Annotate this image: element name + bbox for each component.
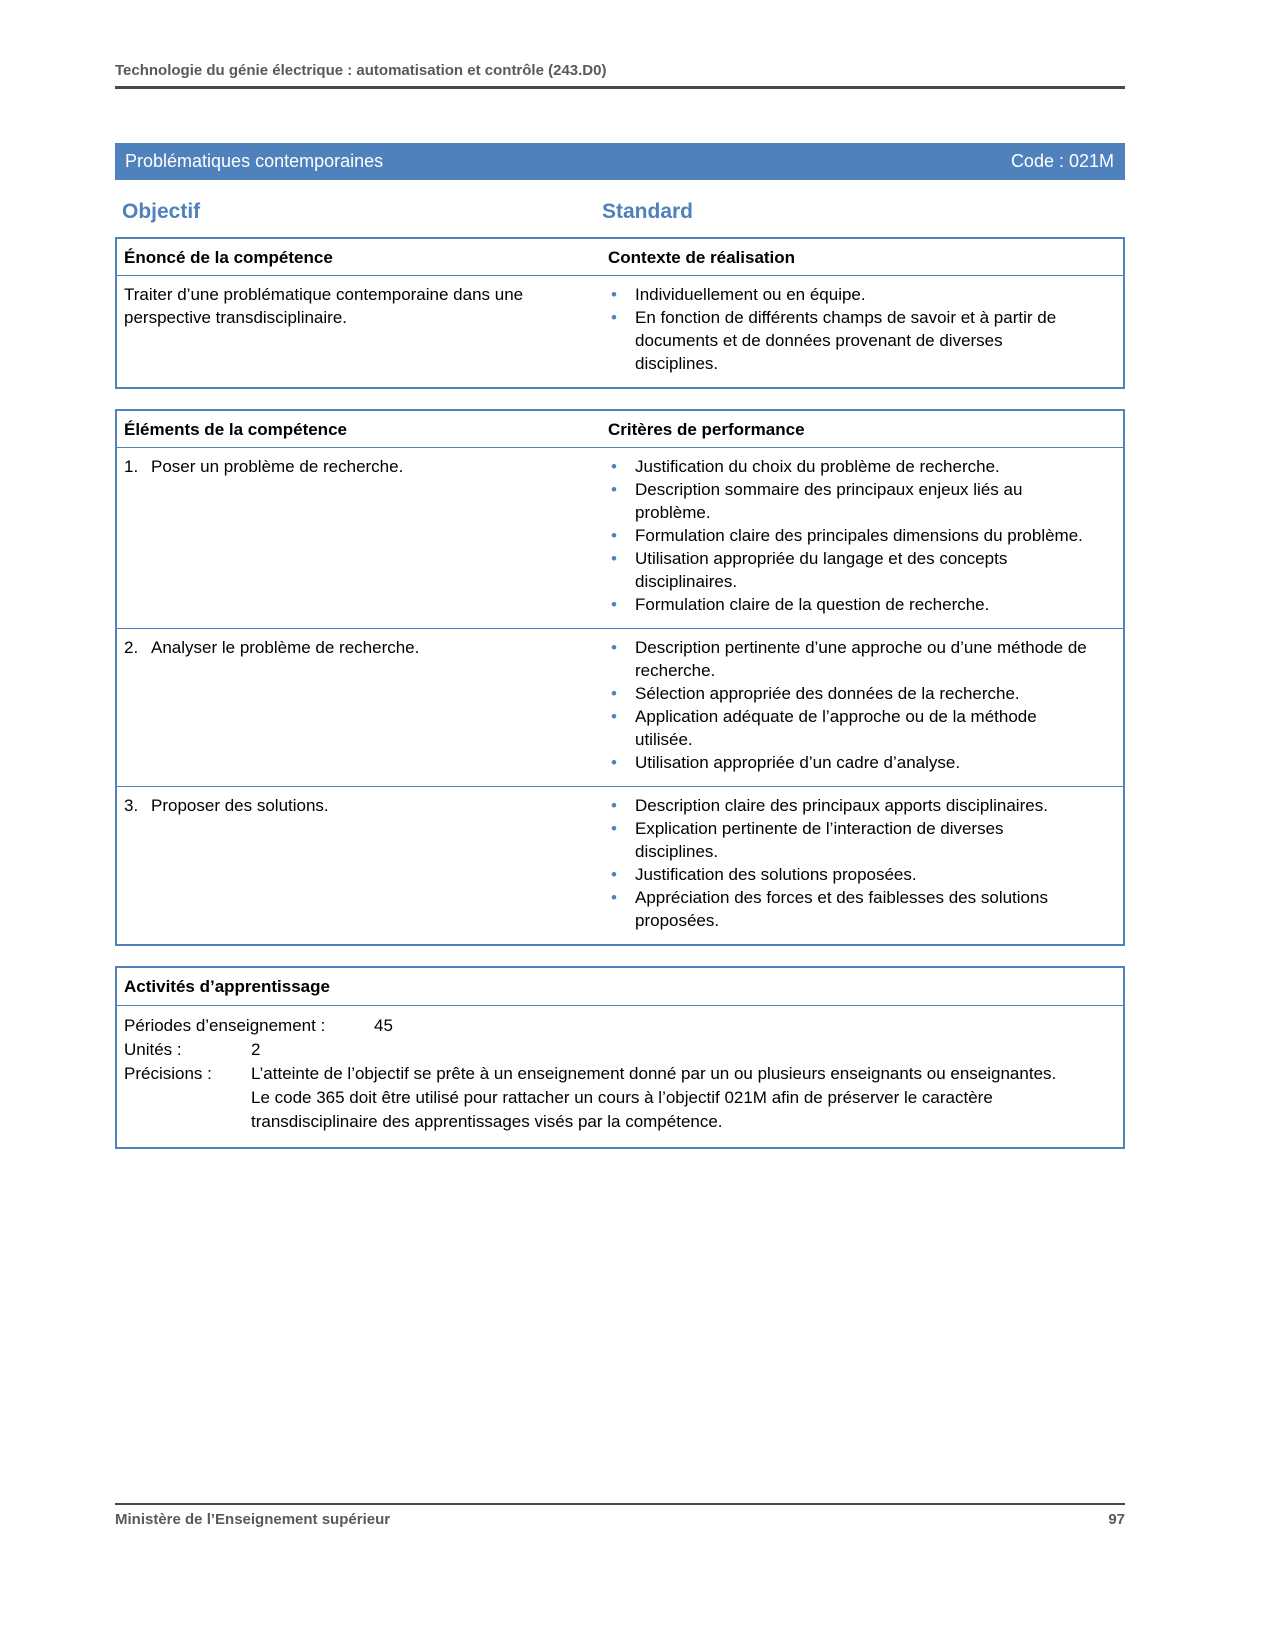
criterion-text: Utilisation appropriée d’un cadre d’analyse.	[635, 753, 961, 772]
precisions-label: Précisions :	[124, 1064, 212, 1083]
activities-header: Activités d’apprentissage	[117, 968, 1123, 1006]
criterion-item	[608, 794, 1090, 817]
criterion-text: Description claire des principaux apports disciplinaires.	[635, 796, 1048, 815]
running-footer	[115, 1503, 1125, 1528]
criterion-item	[608, 524, 1090, 547]
criterion-item	[608, 455, 1090, 478]
criterion-text: Formulation claire des principales dimensions du problème.	[635, 526, 1083, 545]
context-bullet-item	[608, 283, 1090, 306]
competence-table-left-header: Énoncé de la compétence	[124, 248, 333, 267]
element-row-1	[117, 448, 1123, 628]
elements-table-body	[117, 448, 1123, 944]
units-value: 2	[251, 1040, 261, 1059]
bullet-icon: •	[611, 753, 617, 772]
criterion-text: Justification du choix du problème de recherche.	[635, 457, 1000, 476]
criterion-item	[608, 636, 1090, 682]
element-number: 3.	[124, 796, 139, 815]
criterion-text: Justification des solutions proposées.	[635, 865, 917, 884]
element-item	[124, 794, 586, 817]
element-cell	[117, 629, 602, 786]
bullet-icon: •	[611, 595, 617, 614]
context-bullet-text: Individuellement ou en équipe.	[635, 285, 866, 304]
bullet-icon: •	[611, 549, 617, 568]
criterion-text: Sélection appropriée des données de la recherche.	[635, 684, 1020, 703]
criteria-cell	[602, 448, 1123, 628]
precisions-text	[251, 1062, 1107, 1134]
context-bullet-text: En fonction de différents champs de savoir et à partir de documents et de données provenant de diverses disciplines.	[635, 308, 1057, 373]
criterion-text: Description sommaire des principaux enjeux liés au problème.	[635, 480, 1023, 522]
element-item	[124, 636, 586, 659]
criterion-text: Appréciation des forces et des faiblesses des solutions proposées.	[635, 888, 1048, 930]
criterion-item	[608, 751, 1090, 774]
element-item	[124, 455, 586, 478]
bullet-icon: •	[611, 888, 617, 907]
competence-table-right-header: Contexte de réalisation	[608, 248, 796, 267]
criterion-text: Formulation claire de la question de recherche.	[635, 595, 990, 614]
precisions-paragraph: Le code 365 doit être utilisé pour rattacher un cours à l’objectif 021M afin de préserver le caractère transdisciplinaire des apprentissages visés par la compétence.	[251, 1088, 993, 1131]
bullet-icon: •	[611, 819, 617, 838]
criterion-item	[608, 682, 1090, 705]
periods-row	[124, 1014, 1107, 1038]
criterion-text: Description pertinente d’une approche ou d’une méthode de recherche.	[635, 638, 1087, 680]
criteria-cell	[602, 629, 1123, 786]
criterion-item	[608, 886, 1090, 932]
criterion-text: Utilisation appropriée du langage et des concepts disciplinaires.	[635, 549, 1008, 591]
competence-table	[115, 237, 1125, 389]
criterion-item	[608, 705, 1090, 751]
criterion-text: Application adéquate de l’approche ou de la méthode utilisée.	[635, 707, 1037, 749]
criterion-item	[608, 547, 1090, 593]
units-row	[124, 1038, 1107, 1062]
elements-table-header-row	[117, 411, 1123, 448]
running-header-title: Technologie du génie électrique : automatisation et contrôle (243.D0)	[115, 62, 607, 79]
footer-text: Ministère de l’Enseignement supérieur	[115, 1511, 391, 1528]
competence-table-row	[117, 276, 1123, 387]
bullet-icon: •	[611, 285, 617, 304]
bullet-icon: •	[611, 707, 617, 726]
title-banner	[115, 143, 1125, 180]
units-label: Unités :	[124, 1040, 182, 1059]
context-bullet-list	[608, 283, 1090, 375]
criterion-item	[608, 863, 1090, 886]
banner-title: Problématiques contemporaines	[125, 151, 384, 171]
criterion-item	[608, 478, 1090, 524]
element-row-2	[117, 628, 1123, 786]
bullet-icon: •	[611, 865, 617, 884]
element-text: Proposer des solutions.	[151, 796, 329, 815]
objectif-heading: Objectif	[122, 200, 201, 223]
competence-statement: Traiter d’une problématique contemporaine dans une perspective transdisciplinaire.	[124, 285, 524, 327]
elements-table-left-header: Éléments de la compétence	[124, 420, 347, 439]
criterion-text: Explication pertinente de l’interaction de diverses disciplines.	[635, 819, 1004, 861]
context-cell	[602, 276, 1123, 387]
bullet-icon: •	[611, 308, 617, 327]
criteria-list	[608, 455, 1090, 616]
element-number: 1.	[124, 457, 139, 476]
footer-page-number: 97	[1108, 1511, 1125, 1528]
criteria-list	[608, 794, 1090, 932]
elements-table	[115, 409, 1125, 946]
element-cell	[117, 787, 602, 944]
element-text: Poser un problème de recherche.	[151, 457, 404, 476]
activities-table	[115, 966, 1125, 1149]
context-bullet-item	[608, 306, 1090, 375]
bullet-icon: •	[611, 796, 617, 815]
competence-table-body	[117, 276, 1123, 387]
element-row-3	[117, 786, 1123, 944]
periods-label: Périodes d’enseignement :	[124, 1016, 326, 1035]
precisions-paragraph: L’atteinte de l’objectif se prête à un enseignement donné par un ou plusieurs enseignants ou enseignantes.	[251, 1064, 1057, 1083]
elements-table-right-header: Critères de performance	[608, 420, 805, 439]
standard-heading: Standard	[602, 200, 694, 223]
element-text: Analyser le problème de recherche.	[151, 638, 420, 657]
criteria-cell	[602, 787, 1123, 944]
bullet-icon: •	[611, 457, 617, 476]
criteria-list	[608, 636, 1090, 774]
bullet-icon: •	[611, 480, 617, 499]
competence-table-header-row	[117, 239, 1123, 276]
bullet-icon: •	[611, 638, 617, 657]
column-headings	[115, 200, 1125, 224]
activities-body	[117, 1006, 1123, 1147]
criterion-item	[608, 817, 1090, 863]
running-header	[115, 62, 1125, 89]
bullet-icon: •	[611, 526, 617, 545]
element-number: 2.	[124, 638, 139, 657]
banner-code: Code : 021M	[1010, 151, 1114, 171]
precisions-row	[124, 1062, 1107, 1134]
bullet-icon: •	[611, 684, 617, 703]
criterion-item	[608, 593, 1090, 616]
periods-value: 45	[374, 1016, 393, 1035]
element-cell	[117, 448, 602, 628]
